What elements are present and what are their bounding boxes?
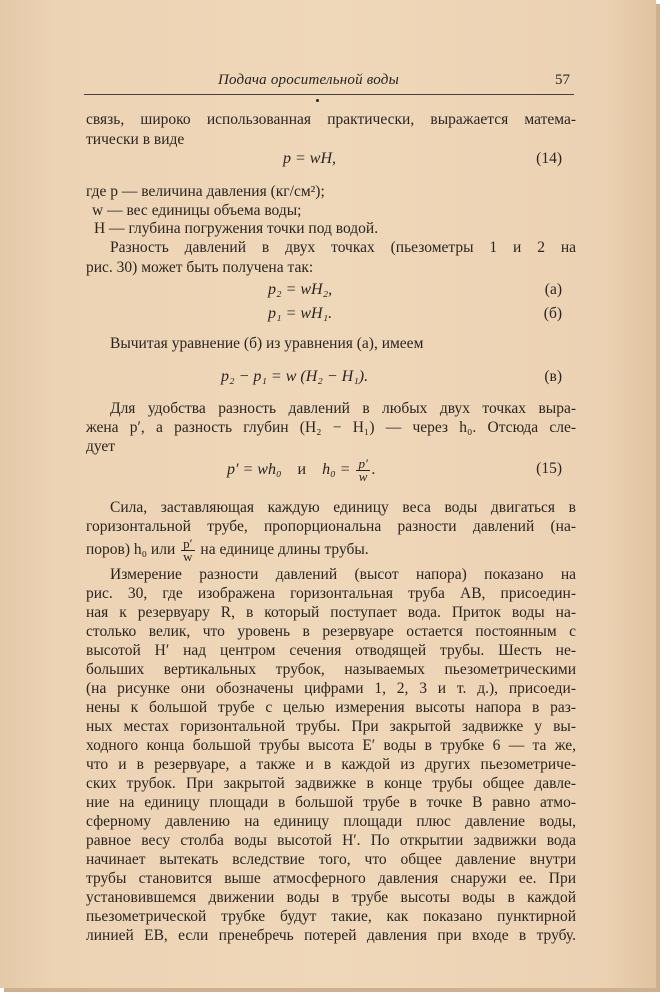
text-line: начинает вытекать вследствие того, что общее давление внутри	[86, 851, 576, 868]
text-line: рис. 30, где изображена горизонтальная труба AB, присоедин-	[86, 585, 576, 602]
text-line: Измерение разности давлений (высот напора) показано на	[110, 566, 576, 583]
equation-v: p₂ − p₁ = w (H₂ − H₁).	[221, 368, 369, 385]
fraction-denominator: w	[183, 549, 193, 564]
page-number: 57	[555, 72, 570, 88]
text-line: что и в резервуаре, а также и в каждой из других пьезометриче-	[86, 756, 576, 773]
text-line: связь, широко использованная практически, выражается матема-	[86, 111, 576, 128]
text-line: Разность давлений в двух точках (пьезометры 1 и 2 на	[110, 239, 576, 256]
text-line: установившемся движении воды в трубе высоты воды в каждой	[86, 889, 576, 906]
text-line: сферному давлению на единицу площади плюс давление воды,	[86, 813, 576, 830]
text-line: равное весу столба воды высотой H′. По открытии задвижки вода	[86, 832, 576, 849]
text-line: ных местах горизонтальной трубы. При закрытой задвижке у вы-	[86, 718, 576, 735]
text-line	[86, 538, 576, 563]
text-line: ских трубок. При закрытой задвижке в конце трубы общее давле-	[86, 775, 576, 792]
chapter-title: Подача оросительной воды	[218, 72, 399, 88]
text-line: ние на единицу площади в большой трубе в точке B равно атмо-	[86, 794, 576, 811]
text-fragment: на единице длины трубы.	[200, 541, 369, 559]
equation-number: (в)	[544, 368, 562, 385]
equation-b: p₁ = wH₁.	[268, 305, 333, 322]
equation-15-right: h₀ =	[322, 461, 351, 479]
text-line: горизонтальной трубе, пропорциональна разности давлений (на-	[86, 518, 576, 535]
fraction-numerator: p′	[181, 538, 194, 551]
text-line: больших вертикальных трубок, называемых пьезометрическими	[86, 661, 576, 678]
text-fragment: поров) h₀ или	[86, 541, 176, 559]
definition-line: H — глубина погружения точки под водой.	[94, 220, 379, 237]
fraction	[181, 538, 194, 563]
equation-15-left: p′ = wh₀	[227, 461, 282, 479]
text-line: трубы становится выше атмосферного давления снаружи ее. При	[86, 870, 576, 887]
text-line: жена p′, а разность глубин (H₂ − H₁) — через h₀. Отсюда сле-	[86, 419, 576, 436]
running-header	[84, 70, 574, 95]
equation-number: (15)	[536, 460, 562, 477]
text-line: пьезометрической трубке будут такие, как показано пунктирной	[86, 908, 576, 925]
fraction-denominator: w	[358, 469, 368, 484]
text-line: Для удобства разность давлений в любых двух точках выра-	[110, 400, 576, 417]
text-line: высотой H′ над центром сечения отводящей трубы. Шесть не-	[86, 642, 576, 659]
equation-15-conjunction: и	[297, 461, 307, 479]
equation-number: (14)	[536, 150, 562, 167]
text-line: Вычитая уравнение (б) из уравнения (а), имеем	[110, 335, 424, 352]
equation-14: p = wH,	[283, 150, 337, 167]
equation-a: p₂ = wH₂,	[268, 281, 333, 298]
fraction-numerator: p′	[358, 456, 368, 471]
text-line: линией EB, если пренебречь потерей давления при входе в трубу.	[86, 927, 576, 944]
text-line: ходного конца большой трубы высота E′ воды в трубке 6 — та же,	[86, 737, 576, 754]
equation-number: (а)	[544, 281, 562, 298]
print-mark	[316, 99, 319, 102]
text-line: (на рисунке они обозначены цифрами 1, 2, 3 и т. д.), присоеди-	[86, 680, 576, 697]
text-line: ная к резервуару R, в который поступает вода. Приток воды на-	[86, 604, 576, 621]
text-line: столько велик, что уровень в резервуаре остается постоянным с	[86, 623, 576, 640]
text-line: дует	[86, 438, 116, 455]
text-line: тически в виде	[86, 131, 185, 148]
fraction	[356, 458, 369, 483]
equation-number: (б)	[543, 305, 562, 322]
definition-line: где p — величина давления (кг/см²);	[86, 183, 325, 200]
text-line: Сила, заставляющая каждую единицу веса воды двигаться в	[110, 499, 576, 516]
text-line: нены к большой трубе с целью измерения высоты напора в раз-	[86, 699, 576, 716]
definition-line: w — вес единицы объема воды;	[92, 202, 302, 219]
text-line: рис. 30) может быть получена так:	[86, 259, 314, 276]
equation-15: p′ = wh₀ и h₀ = $\frac{p'}{w}$ .	[227, 456, 376, 484]
